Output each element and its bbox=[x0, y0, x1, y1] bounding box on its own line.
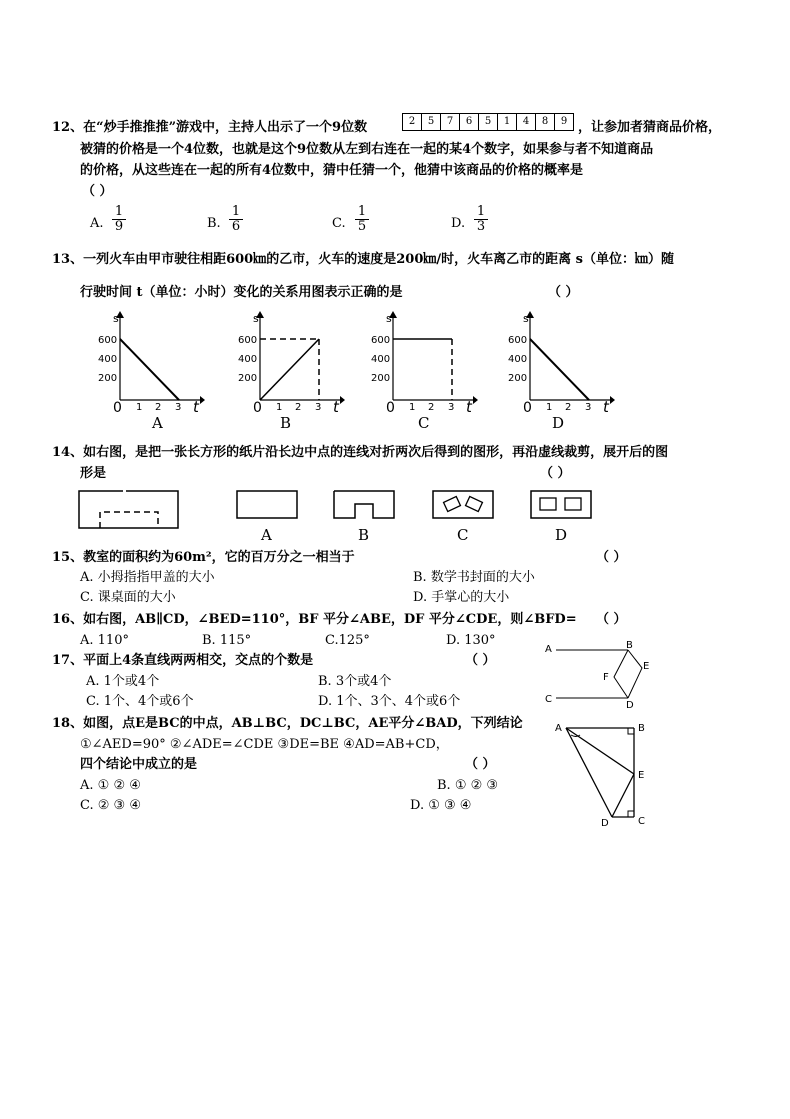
tick-2: 2 bbox=[155, 402, 162, 413]
tick-600: 600 bbox=[238, 335, 258, 346]
q13-label-b: B bbox=[280, 414, 292, 432]
q16-option-a: A. 110° bbox=[80, 633, 129, 648]
axis-s: s bbox=[523, 312, 529, 325]
q12-option-d-label: D. bbox=[451, 216, 466, 231]
tick-1: 1 bbox=[136, 402, 143, 413]
digit: 8 bbox=[536, 114, 555, 130]
numerator: 1 bbox=[355, 205, 369, 220]
q14-folded-paper bbox=[78, 490, 180, 530]
q17-stem: 17、平面上4条直线两两相交，交点的个数是 bbox=[52, 653, 314, 668]
digit: 6 bbox=[460, 114, 479, 130]
q13-graph-a bbox=[95, 310, 215, 425]
tick-200: 200 bbox=[371, 373, 391, 384]
tick-3: 3 bbox=[585, 402, 592, 413]
q14-label-a: A bbox=[261, 526, 272, 544]
origin: 0 bbox=[253, 400, 262, 416]
q14-option-b-shape bbox=[333, 490, 395, 520]
q12-option-b-fraction bbox=[229, 205, 243, 234]
q12-digit-strip bbox=[402, 113, 574, 131]
digit: 9 bbox=[560, 116, 568, 127]
axis-s: s bbox=[113, 312, 119, 325]
q12-option-c-fraction bbox=[355, 205, 369, 234]
tick-600: 600 bbox=[508, 335, 528, 346]
point-d: D bbox=[626, 700, 634, 711]
q12-line1-b: ，让参加者猜商品价格， bbox=[578, 120, 722, 135]
q15-option-b: B. 数学书封面的大小 bbox=[413, 570, 535, 585]
axis-t: t bbox=[466, 398, 472, 416]
q14-option-a-shape bbox=[236, 490, 298, 520]
q14-line1: 14、如右图，是把一张长方形的纸片沿长边中点的连线对折两次后得到的图形，再沿虚线裁剪，展开后的图 bbox=[52, 445, 669, 460]
digit: 5 bbox=[422, 114, 441, 130]
tick-400: 400 bbox=[238, 354, 258, 365]
q17-option-b: B. 3个或4个 bbox=[318, 674, 392, 689]
q18-line3: 四个结论中成立的是 bbox=[80, 757, 198, 772]
q15-answer-paren: （ ） bbox=[596, 550, 627, 565]
q18-figure bbox=[552, 720, 657, 832]
q15-stem: 15、教室的面积约为60m²，它的百万分之一相当于 bbox=[52, 550, 355, 565]
q18-option-a: A. ① ② ④ bbox=[80, 778, 141, 793]
tick-1: 1 bbox=[409, 402, 416, 413]
tick-2: 2 bbox=[565, 402, 572, 413]
axis-s: s bbox=[253, 312, 259, 325]
denominator: 9 bbox=[114, 219, 124, 234]
digit: 2 bbox=[403, 114, 422, 130]
tick-400: 400 bbox=[371, 354, 391, 365]
denominator: 5 bbox=[357, 219, 367, 234]
point-c: C bbox=[545, 694, 552, 705]
tick-3: 3 bbox=[175, 402, 182, 413]
point-b: B bbox=[626, 640, 633, 651]
q16-option-d: D. 130° bbox=[446, 633, 496, 648]
tick-200: 200 bbox=[238, 373, 258, 384]
tick-3: 3 bbox=[448, 402, 455, 413]
numerator: 1 bbox=[112, 205, 126, 220]
q14-label-d: D bbox=[555, 526, 568, 544]
tick-400: 400 bbox=[98, 354, 118, 365]
point-a: A bbox=[555, 723, 562, 734]
origin: 0 bbox=[113, 400, 122, 416]
tick-1: 1 bbox=[546, 402, 553, 413]
q17-option-c: C. 1个、4个或6个 bbox=[86, 694, 194, 709]
origin: 0 bbox=[386, 400, 395, 416]
axis-t: t bbox=[333, 398, 339, 416]
q13-line1: 13、一列火车由甲市驶往相距600㎞的乙市，火车的速度是200㎞/时，火车离乙市的距离 s（单位：㎞）随 bbox=[52, 252, 674, 267]
q15-option-c: C. 课桌面的大小 bbox=[80, 590, 176, 605]
tick-2: 2 bbox=[428, 402, 435, 413]
tick-3: 3 bbox=[315, 402, 322, 413]
point-a: A bbox=[545, 644, 552, 655]
point-d: D bbox=[601, 818, 609, 829]
q15-option-a: A. 小拇指指甲盖的大小 bbox=[80, 570, 215, 585]
q12-answer-paren: （ ） bbox=[82, 184, 113, 199]
tick-400: 400 bbox=[508, 354, 528, 365]
q15-option-d: D. 手掌心的大小 bbox=[413, 590, 510, 605]
q13-label-c: C bbox=[418, 414, 430, 432]
q16-answer-paren: （ ） bbox=[596, 612, 627, 627]
q13-graph-c bbox=[368, 310, 488, 425]
q16-option-b: B. 115° bbox=[202, 633, 252, 648]
tick-200: 200 bbox=[508, 373, 528, 384]
q12-option-b-label: B. bbox=[207, 216, 221, 231]
q17-answer-paren: （ ） bbox=[465, 653, 496, 668]
tick-2: 2 bbox=[295, 402, 302, 413]
point-e: E bbox=[638, 770, 645, 781]
q18-option-c: C. ② ③ ④ bbox=[80, 798, 141, 813]
q16-figure bbox=[542, 640, 657, 710]
q14-label-c: C bbox=[457, 526, 469, 544]
q18-option-b: B. ① ② ③ bbox=[437, 778, 499, 793]
q16-option-c: C.125° bbox=[325, 633, 370, 648]
q14-label-b: B bbox=[358, 526, 370, 544]
q14-line2: 形是 bbox=[80, 466, 107, 481]
q18-option-d: D. ① ③ ④ bbox=[410, 798, 472, 813]
q14-option-d-shape bbox=[530, 490, 592, 520]
numerator: 1 bbox=[474, 205, 488, 220]
q17-option-a: A. 1个或4个 bbox=[86, 674, 160, 689]
q12-line2: 被猜的价格是一个4位数，也就是这个9位数从左到右连在一起的某4个数字，如果参与者不知道商品 bbox=[80, 142, 654, 157]
q12-line1-a: 12、在“炒手推推推”游戏中，主持人出示了一个9位数 bbox=[52, 120, 368, 135]
tick-600: 600 bbox=[371, 335, 391, 346]
q14-option-c-shape bbox=[432, 490, 494, 520]
q13-label-d: D bbox=[552, 414, 565, 432]
q13-answer-paren: （ ） bbox=[548, 285, 579, 300]
digit: 1 bbox=[498, 114, 517, 130]
denominator: 6 bbox=[231, 219, 241, 234]
q12-option-c-label: C. bbox=[332, 216, 346, 231]
origin: 0 bbox=[523, 400, 532, 416]
q13-line2: 行驶时间 t（单位：小时）变化的关系用图表示正确的是 bbox=[80, 285, 403, 300]
axis-s: s bbox=[386, 312, 392, 325]
axis-t: t bbox=[603, 398, 609, 416]
numerator: 1 bbox=[229, 205, 243, 220]
q18-answer-paren: （ ） bbox=[465, 757, 496, 772]
digit: 7 bbox=[441, 114, 460, 130]
q12-option-a-label: A. bbox=[90, 216, 104, 231]
q13-graph-d bbox=[505, 310, 625, 425]
digit: 4 bbox=[517, 114, 536, 130]
digit: 5 bbox=[479, 114, 498, 130]
q18-line1: 18、如图，点E是BC的中点，AB⊥BC，DC⊥BC，AE平分∠BAD，下列结论 bbox=[52, 716, 523, 731]
q12-line3: 的价格，从这些连在一起的所有4位数中，猜中任猜一个，他猜中该商品的价格的概率是 bbox=[80, 163, 584, 178]
q16-stem: 16、如右图，AB∥CD，∠BED=110°，BF 平分∠ABE，DF 平分∠CDE，则∠BFD= bbox=[52, 612, 577, 627]
q14-answer-paren: （ ） bbox=[540, 466, 571, 481]
q12-option-d-fraction bbox=[474, 205, 488, 234]
q13-graph-b bbox=[235, 310, 355, 425]
axis-t: t bbox=[193, 398, 199, 416]
point-e: E bbox=[643, 661, 650, 672]
q13-label-a: A bbox=[152, 414, 163, 432]
tick-1: 1 bbox=[276, 402, 283, 413]
q18-line2: ①∠AED=90° ②∠ADE=∠CDE ③DE=BE ④AD=AB+CD， bbox=[80, 737, 449, 752]
point-b: B bbox=[638, 723, 645, 734]
q12-option-a-fraction bbox=[112, 205, 126, 234]
q17-option-d: D. 1个、3个、4个或6个 bbox=[318, 694, 461, 709]
tick-200: 200 bbox=[98, 373, 118, 384]
point-c: C bbox=[638, 816, 645, 827]
denominator: 3 bbox=[476, 219, 486, 234]
point-f: F bbox=[603, 672, 609, 683]
tick-600: 600 bbox=[98, 335, 118, 346]
